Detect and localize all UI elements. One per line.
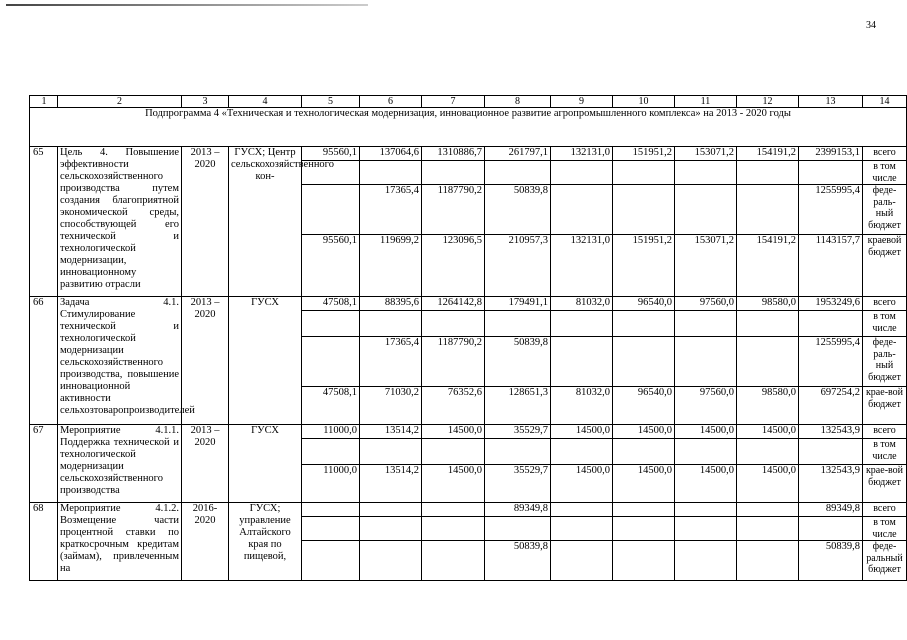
column-number: 10 [613, 96, 675, 108]
row-description: Задача 4.1. Стимулирование технической и технологической модернизации сельскохозяйственного производства, повышение инновационной активности сельхозтоваропроизводителей [58, 297, 182, 425]
value-cell: 13514,2 [360, 465, 422, 503]
value-cell [551, 161, 613, 185]
value-cell: 76352,6 [422, 387, 485, 425]
value-cell: 179491,1 [485, 297, 551, 311]
funding-source: всего [863, 147, 907, 161]
value-cell: 89349,8 [485, 503, 551, 517]
value-cell [737, 517, 799, 541]
value-cell: 210957,3 [485, 235, 551, 297]
value-cell [737, 439, 799, 465]
value-cell [799, 311, 863, 337]
value-cell: 14500,0 [737, 465, 799, 503]
value-cell [799, 439, 863, 465]
value-cell: 1953249,6 [799, 297, 863, 311]
value-cell: 17365,4 [360, 337, 422, 387]
value-cell [675, 337, 737, 387]
value-cell [613, 503, 675, 517]
value-cell: 14500,0 [551, 465, 613, 503]
value-cell: 89349,8 [799, 503, 863, 517]
value-cell: 71030,2 [360, 387, 422, 425]
value-cell: 35529,7 [485, 425, 551, 439]
value-cell: 1187790,2 [422, 185, 485, 235]
value-cell: 98580,0 [737, 297, 799, 311]
row-number: 65 [30, 147, 58, 297]
value-cell [675, 311, 737, 337]
funding-source: всего [863, 425, 907, 439]
value-cell [485, 439, 551, 465]
value-cell [551, 337, 613, 387]
subprogram-title: Подпрограмма 4 «Техническая и технологическая модернизация, инновационное развитие агропромышленного комплекса» на 2013 - 2020 годы [30, 108, 907, 147]
value-cell [422, 311, 485, 337]
value-cell [302, 517, 360, 541]
value-cell [613, 541, 675, 581]
value-cell [485, 311, 551, 337]
value-cell: 2399153,1 [799, 147, 863, 161]
value-cell [675, 185, 737, 235]
value-cell: 81032,0 [551, 387, 613, 425]
value-cell: 96540,0 [613, 297, 675, 311]
table-row [30, 425, 907, 439]
value-cell: 1255995,4 [799, 185, 863, 235]
column-number: 14 [863, 96, 907, 108]
value-cell [422, 503, 485, 517]
value-cell [675, 541, 737, 581]
value-cell [675, 517, 737, 541]
value-cell: 151951,2 [613, 235, 675, 297]
funding-source: в том числе [863, 439, 907, 465]
value-cell: 1143157,7 [799, 235, 863, 297]
value-cell: 1255995,4 [799, 337, 863, 387]
value-cell [422, 517, 485, 541]
funding-source: крае-вой бюджет [863, 387, 907, 425]
value-cell: 50839,8 [485, 541, 551, 581]
value-cell [551, 517, 613, 541]
value-cell: 154191,2 [737, 147, 799, 161]
value-cell: 137064,6 [360, 147, 422, 161]
value-cell: 132543,9 [799, 465, 863, 503]
value-cell [302, 541, 360, 581]
value-cell: 11000,0 [302, 425, 360, 439]
value-cell [302, 311, 360, 337]
value-cell [422, 161, 485, 185]
table-row [30, 147, 907, 161]
row-years: 2013 – 2020 [182, 297, 229, 425]
value-cell: 47508,1 [302, 387, 360, 425]
value-cell [737, 311, 799, 337]
value-cell [613, 439, 675, 465]
value-cell [302, 503, 360, 517]
value-cell: 50839,8 [485, 337, 551, 387]
row-executor: ГУСХ [229, 425, 302, 503]
value-cell: 97560,0 [675, 297, 737, 311]
subprogram-row [30, 108, 907, 147]
value-cell: 88395,6 [360, 297, 422, 311]
row-description: Мероприятие 4.1.1. Поддержка технической и технологической модернизации сельскохозяйственного производства [58, 425, 182, 503]
scan-top-rule [6, 4, 368, 6]
value-cell [613, 517, 675, 541]
value-cell: 47508,1 [302, 297, 360, 311]
value-cell [799, 517, 863, 541]
value-cell [302, 337, 360, 387]
value-cell [551, 439, 613, 465]
column-number: 8 [485, 96, 551, 108]
column-number: 4 [229, 96, 302, 108]
column-number: 5 [302, 96, 360, 108]
value-cell [551, 311, 613, 337]
page-number: 34 [866, 20, 876, 31]
value-cell: 128651,3 [485, 387, 551, 425]
value-cell: 14500,0 [613, 465, 675, 503]
value-cell: 132131,0 [551, 235, 613, 297]
value-cell [551, 541, 613, 581]
value-cell: 35529,7 [485, 465, 551, 503]
value-cell: 14500,0 [613, 425, 675, 439]
value-cell: 123096,5 [422, 235, 485, 297]
column-number: 9 [551, 96, 613, 108]
value-cell [551, 185, 613, 235]
funding-source: феде-ральный бюджет [863, 541, 907, 581]
value-cell [737, 185, 799, 235]
value-cell [360, 311, 422, 337]
value-cell [485, 517, 551, 541]
value-cell [737, 541, 799, 581]
row-executor: ГУСХ [229, 297, 302, 425]
value-cell: 98580,0 [737, 387, 799, 425]
value-cell: 14500,0 [675, 425, 737, 439]
row-executor: ГУСХ; управление Алтайского края по пищевой, [229, 503, 302, 581]
value-cell: 14500,0 [675, 465, 737, 503]
value-cell: 153071,2 [675, 235, 737, 297]
value-cell [737, 161, 799, 185]
value-cell: 50839,8 [799, 541, 863, 581]
value-cell: 119699,2 [360, 235, 422, 297]
value-cell [675, 503, 737, 517]
funding-source: всего [863, 297, 907, 311]
value-cell [360, 161, 422, 185]
value-cell [737, 337, 799, 387]
value-cell [737, 503, 799, 517]
column-number: 13 [799, 96, 863, 108]
funding-source: в том числе [863, 517, 907, 541]
value-cell: 154191,2 [737, 235, 799, 297]
value-cell: 14500,0 [422, 425, 485, 439]
budget-table [29, 95, 907, 581]
value-cell [675, 439, 737, 465]
value-cell: 95560,1 [302, 235, 360, 297]
column-number: 7 [422, 96, 485, 108]
row-description: Цель 4. Повышение эффективности сельскохозяйственного производства путем создания благоприятной экономической среды, способствующей его технической и технологической модернизации, инновационному развитию отрасли [58, 147, 182, 297]
row-executor: ГУСХ; Центр сельскохозяйственного кон- [229, 147, 302, 297]
value-cell [360, 517, 422, 541]
column-number: 3 [182, 96, 229, 108]
funding-source: крае-вой бюджет [863, 465, 907, 503]
value-cell: 1187790,2 [422, 337, 485, 387]
column-number: 2 [58, 96, 182, 108]
column-number: 12 [737, 96, 799, 108]
value-cell: 151951,2 [613, 147, 675, 161]
row-number: 67 [30, 425, 58, 503]
row-number: 68 [30, 503, 58, 581]
row-number: 66 [30, 297, 58, 425]
value-cell [360, 503, 422, 517]
funding-source: феде-раль-ный бюджет [863, 337, 907, 387]
funding-source: в том числе [863, 161, 907, 185]
table-row [30, 297, 907, 311]
value-cell: 153071,2 [675, 147, 737, 161]
value-cell [422, 541, 485, 581]
value-cell: 1310886,7 [422, 147, 485, 161]
value-cell: 697254,2 [799, 387, 863, 425]
table-row [30, 503, 907, 517]
value-cell [360, 439, 422, 465]
value-cell: 14500,0 [551, 425, 613, 439]
value-cell [613, 311, 675, 337]
funding-source: в том числе [863, 311, 907, 337]
value-cell: 132131,0 [551, 147, 613, 161]
value-cell: 11000,0 [302, 465, 360, 503]
value-cell [613, 337, 675, 387]
funding-source: всего [863, 503, 907, 517]
value-cell: 97560,0 [675, 387, 737, 425]
value-cell: 261797,1 [485, 147, 551, 161]
column-number: 1 [30, 96, 58, 108]
value-cell [675, 161, 737, 185]
column-number: 6 [360, 96, 422, 108]
value-cell: 95560,1 [302, 147, 360, 161]
value-cell [360, 541, 422, 581]
value-cell: 14500,0 [422, 465, 485, 503]
value-cell: 17365,4 [360, 185, 422, 235]
value-cell [302, 439, 360, 465]
value-cell: 96540,0 [613, 387, 675, 425]
value-cell: 50839,8 [485, 185, 551, 235]
row-years: 2013 – 2020 [182, 425, 229, 503]
value-cell [613, 161, 675, 185]
value-cell [485, 161, 551, 185]
value-cell [551, 503, 613, 517]
row-years: 2016- 2020 [182, 503, 229, 581]
funding-source: феде-раль-ный бюджет [863, 185, 907, 235]
value-cell [422, 439, 485, 465]
value-cell [799, 161, 863, 185]
value-cell [613, 185, 675, 235]
value-cell: 14500,0 [737, 425, 799, 439]
value-cell: 13514,2 [360, 425, 422, 439]
value-cell: 132543,9 [799, 425, 863, 439]
value-cell: 81032,0 [551, 297, 613, 311]
column-number-row [30, 96, 907, 108]
value-cell: 1264142,8 [422, 297, 485, 311]
column-number: 11 [675, 96, 737, 108]
row-description: Мероприятие 4.1.2. Возмещение части процентной ставки по краткосрочным кредитам (займам), привлеченным на [58, 503, 182, 581]
value-cell [302, 185, 360, 235]
row-years: 2013 – 2020 [182, 147, 229, 297]
funding-source: краевой бюджет [863, 235, 907, 297]
